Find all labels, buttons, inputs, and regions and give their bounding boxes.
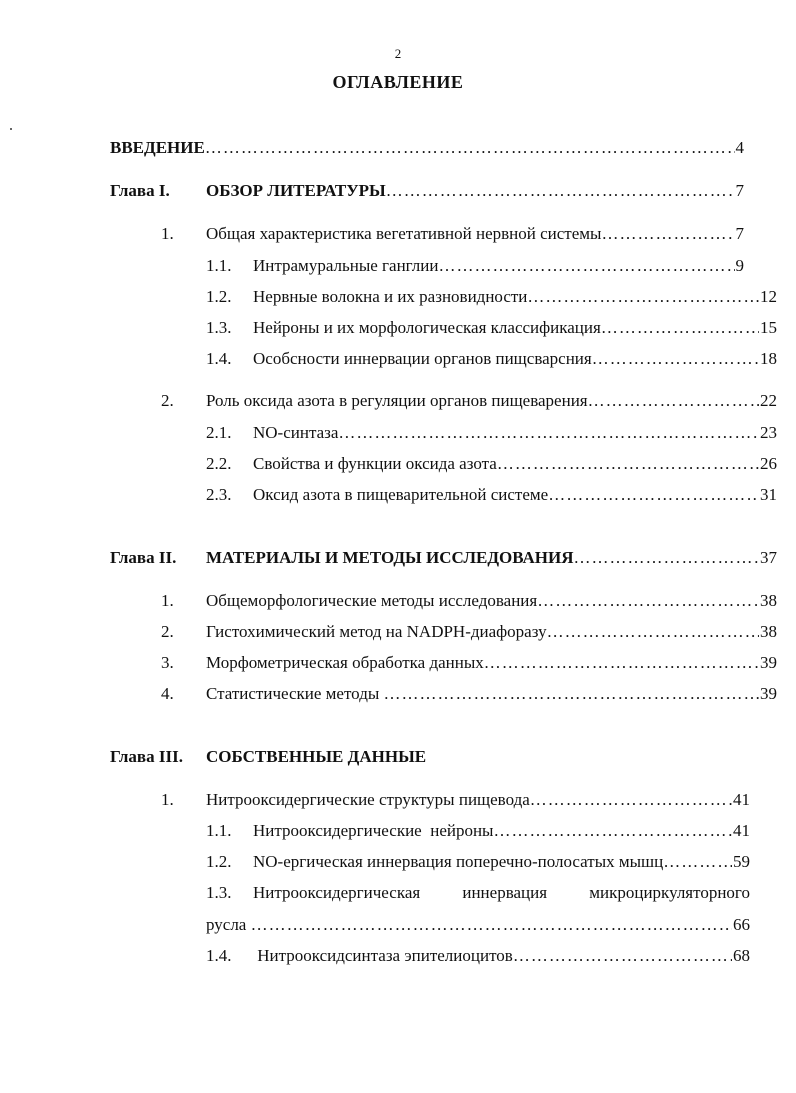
dot-leader [547,621,759,643]
section-number: 1. [161,224,174,243]
entry-page: 41 [733,790,750,809]
page-title: ОГЛАВЛЕНИЕ [332,72,464,92]
dot-leader [530,789,732,811]
section-number: 2. [161,622,174,641]
toc-entry-subsection[interactable] [253,255,744,277]
section-number: 2. [161,391,174,410]
title-word: иннервация [462,883,548,902]
entry-title: русла [206,915,251,934]
entry-title: Статистические методы [206,684,384,703]
entry-title: Роль оксида азота в регуляции органов пищеварения [206,391,588,410]
entry-title: Нейроны и их морфологическая классификация [253,318,601,337]
subsection-number: 1.1. [206,821,232,840]
toc-entry-section[interactable] [206,223,744,245]
subsection-number: 1.1. [206,256,232,275]
subsection-number: 1.3. [206,318,232,337]
entry-page: 7 [735,181,744,200]
entry-page: 26 [760,454,777,473]
section-number: 4. [161,684,174,703]
toc-entry-section[interactable] [206,683,777,705]
entry-page: 66 [733,915,750,934]
subsection-number: 2.3. [206,485,232,504]
dot-leader [592,348,759,370]
toc-entry-subsection-continued[interactable] [206,914,750,936]
entry-page: 68 [733,946,750,965]
entry-title: ОБЗОР ЛИТЕРАТУРЫ [206,181,386,200]
toc-entry-subsection[interactable] [253,422,777,444]
entry-title: ВВЕДЕНИЕ [110,138,205,157]
entry-title: Общая характеристика вегетативной нервной системы [206,224,602,243]
entry-page: 38 [760,591,777,610]
dot-leader [384,683,759,705]
toc-entry-subsection[interactable] [253,820,750,842]
entry-page: 39 [760,684,777,703]
subsection-number: 2.2. [206,454,232,473]
toc-entry-chapter-2[interactable] [206,547,777,569]
entry-title: Нитрооксидергические структуры пищевода [206,790,530,809]
toc-entry-subsection[interactable] [253,851,750,873]
entry-title: Гистохимический метод на NADPH-диафоразу [206,622,547,641]
entry-title: NO-ергическая иннервация поперечно-полосатых мышц [253,852,664,871]
section-number: 1. [161,591,174,610]
entry-title: Интрамуральные ганглии [253,256,439,275]
toc-entry-section[interactable] [206,390,777,412]
chapter-label: Глава II. [110,548,177,567]
entry-title: NO-синтаза [253,423,339,442]
page-number: 2 [394,46,402,61]
toc-entry-introduction[interactable] [110,137,744,159]
toc-entry-subsection[interactable] [253,453,777,475]
toc-entry-subsection[interactable] [253,286,777,308]
entry-page: 31 [760,485,777,504]
subsection-number: 2.1. [206,423,232,442]
entry-title: Нитрооксидсинтаза эпителиоцитов [253,946,513,965]
subsection-number: 1.3. [206,883,232,902]
dot-leader [574,547,759,569]
dot-leader [251,914,732,936]
toc-entry-chapter-1[interactable] [206,180,744,202]
chapter-label: Глава I. [110,181,170,200]
toc-entry-subsection[interactable] [253,945,750,967]
toc-entry-section[interactable] [206,789,750,811]
dot-leader [497,453,759,475]
toc-entry-subsection[interactable] [253,484,777,506]
dot-leader [601,317,759,339]
dot-leader [548,484,759,506]
entry-title: Свойства и функции оксида азота [253,454,497,473]
toc-entry-subsection[interactable] [253,317,777,339]
dot-leader [386,180,735,202]
entry-page: 22 [760,391,777,410]
dot-leader [205,137,735,159]
entry-title: МАТЕРИАЛЫ И МЕТОДЫ ИССЛЕДОВАНИЯ [206,548,574,567]
entry-page: 38 [760,622,777,641]
entry-page: 12 [760,287,777,306]
dot-leader [588,390,759,412]
entry-page: 37 [760,548,777,567]
entry-page: 7 [735,224,744,243]
dot-leader [537,590,759,612]
dot-leader [438,255,734,277]
entry-title: Морфометрическая обработка данных [206,653,484,672]
toc-entry-section[interactable] [206,621,777,643]
entry-page: 41 [733,821,750,840]
scan-mark [10,128,12,130]
dot-leader [484,652,759,674]
entry-page: 9 [735,256,744,275]
subsection-number: 1.2. [206,852,232,871]
entry-title: Общеморфологические методы исследования [206,591,538,610]
title-word: Нитрооксидергическая [253,883,421,902]
toc-entry-chapter-3[interactable]: СОБСТВЕННЫЕ ДАННЫЕ [206,747,427,766]
entry-title: Нервные волокна и их разновидности [253,287,528,306]
entry-title: Оксид азота в пищеварительной системе [253,485,549,504]
entry-page: 18 [760,349,777,368]
title-word: микроциркуляторного [589,883,750,902]
subsection-number: 1.2. [206,287,232,306]
dot-leader [601,223,734,245]
dot-leader [493,820,732,842]
section-number: 3. [161,653,174,672]
entry-title: Особсности иннервации органов пищсварсния [253,349,592,368]
dot-leader [338,422,759,444]
entry-page: 39 [760,653,777,672]
entry-title: Нитрооксидергические нейроны [253,821,494,840]
subsection-number: 1.4. [206,349,232,368]
entry-page: 4 [735,138,744,157]
dot-leader [527,286,759,308]
toc-entry-section[interactable] [206,652,777,674]
entry-page: 23 [760,423,777,442]
dot-leader [513,945,732,967]
chapter-label: Глава III. [110,747,183,766]
entry-page: 59 [733,852,750,871]
entry-page: 15 [760,318,777,337]
dot-leader [663,851,732,873]
toc-entry-subsection-title[interactable] [253,882,750,904]
toc-entry-subsection[interactable] [253,348,777,370]
section-number: 1. [161,790,174,809]
toc-entry-section[interactable] [206,590,777,612]
subsection-number: 1.4. [206,946,232,965]
